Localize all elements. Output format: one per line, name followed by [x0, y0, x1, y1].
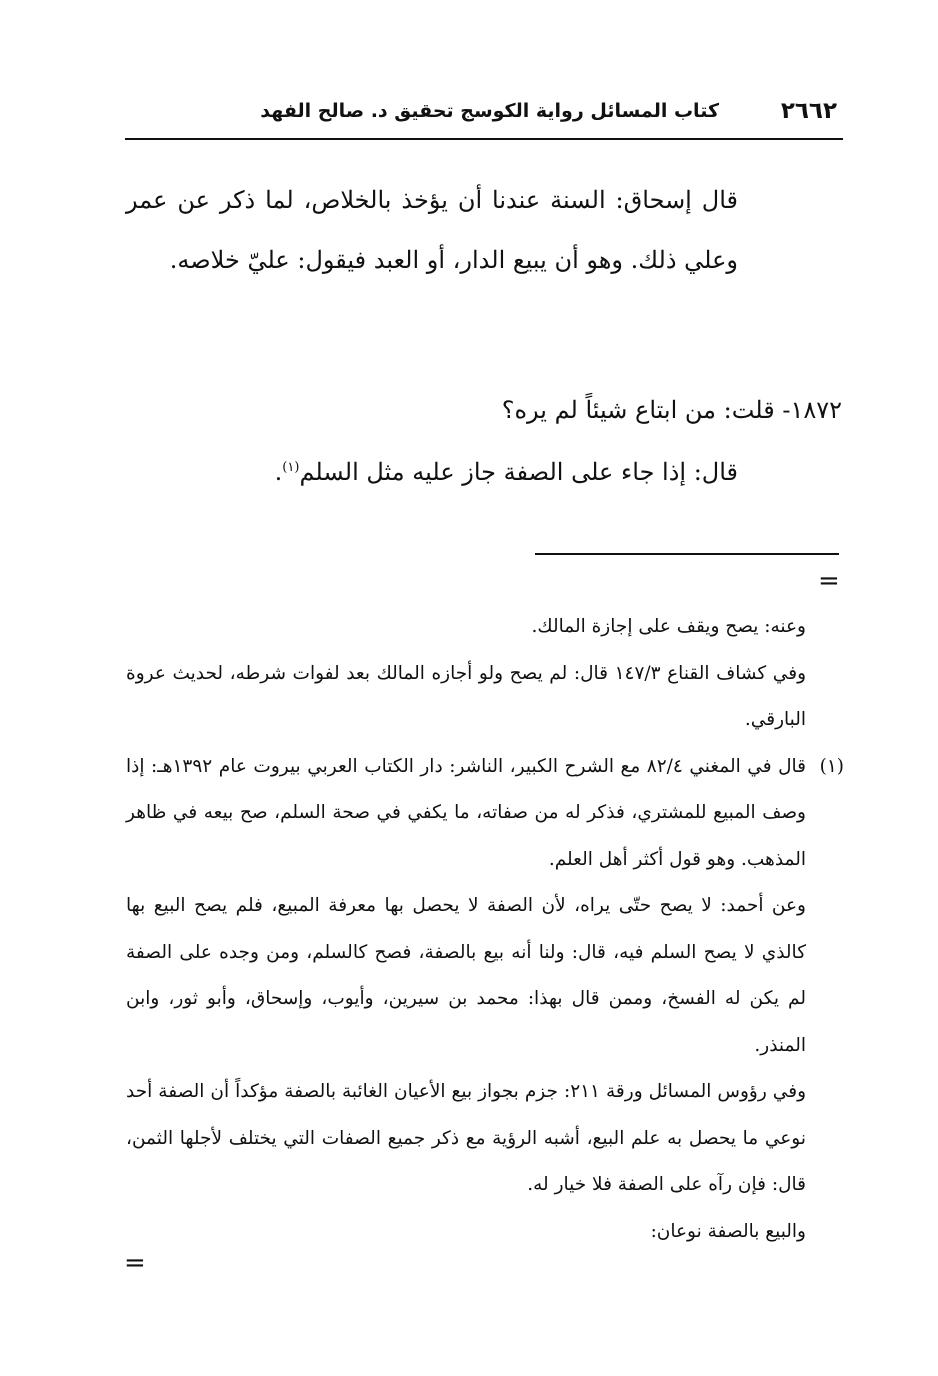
running-header [125, 96, 837, 132]
footnote-marker: (١) [819, 755, 844, 777]
header-rule [125, 138, 843, 140]
page-number: ٢٦٦٢ [780, 98, 837, 124]
footnotes [126, 604, 844, 1255]
question-1872 [202, 382, 842, 438]
footnote-1-paragraph-4: والبيع بالصفة نوعان: [650, 1220, 806, 1242]
footnote-ref: (١) [282, 460, 300, 475]
main-paragraph-ishaq: قال إسحاق: السنة عندنا أن يؤخذ بالخلاص، لما ذكر عن عمر وعلي ذلك. وهو أن يبيع الدار، أو العبد فيقول: عليّ خلاصه. [126, 186, 738, 274]
answer-line [138, 440, 738, 500]
footnote-1-paragraph-3: وفي رؤوس المسائل ورقة ٢١١: جزم بجواز بيع الأعيان الغائبة بالصفة مؤكداً أن الصفة أحد نوعي ما يحصل به علم البيع، أشبه الرؤية مع ذكر جميع الصفات التي يختلف لأجلها الثمن، قال: فإن رآه على الصفة فلا خيار له. [126, 1081, 807, 1195]
footnote-1-paragraph-1: قال في المغني ٨٢/٤ مع الشرح الكبير، الناشر: دار الكتاب العربي بيروت عام ١٣٩٢هـ: إذا وصف المبيع للمشتري، فذكر له من صفاته، ما يكفي في صحة السلم، صح بيعه في ظاهر المذهب. وهو قول أكثر أهل العلم. [126, 755, 807, 870]
continuation-mark-bottom: = [124, 1248, 146, 1278]
answer-end: . [274, 458, 283, 486]
continuation-mark-top: = [818, 566, 840, 596]
running-title: كتاب المسائل رواية الكوسج تحقيق د. صالح الفهد [260, 100, 719, 122]
footnote-continuation-1: وعنه: يصح ويقف على إجازة المالك. [531, 616, 806, 637]
question-text: - قلت: من ابتاع شيئاً لم يره؟ [501, 396, 791, 424]
answer-text: قال: إذا جاء على الصفة جاز عليه مثل السلم [299, 458, 738, 486]
footnote-1-paragraph-2: وعن أحمد: لا يصح حتّى يراه، لأن الصفة لا يحصل بها معرفة المبيع، فلم يصح البيع بها كالذي لا يصح السلم فيه، قال: ولنا أنه بيع بالصفة، فصح كالسلم، ومن وجده على الصفة لم يكن له الفسخ، وممن قال بهذا: محمد بن سيرين، وأيوب، وإسحاق، وأبو ثور، وابن المنذر. [126, 895, 806, 1056]
footnote-1 [126, 744, 844, 884]
question-number: ١٨٧٢ [790, 396, 842, 424]
footnote-continuation-2: وفي كشاف القناع ١٤٧/٣ قال: لم يصح ولو أجازه المالك بعد لفوات شرطه، لحديث عروة البارقي. [126, 662, 807, 730]
footnote-separator [535, 553, 839, 555]
